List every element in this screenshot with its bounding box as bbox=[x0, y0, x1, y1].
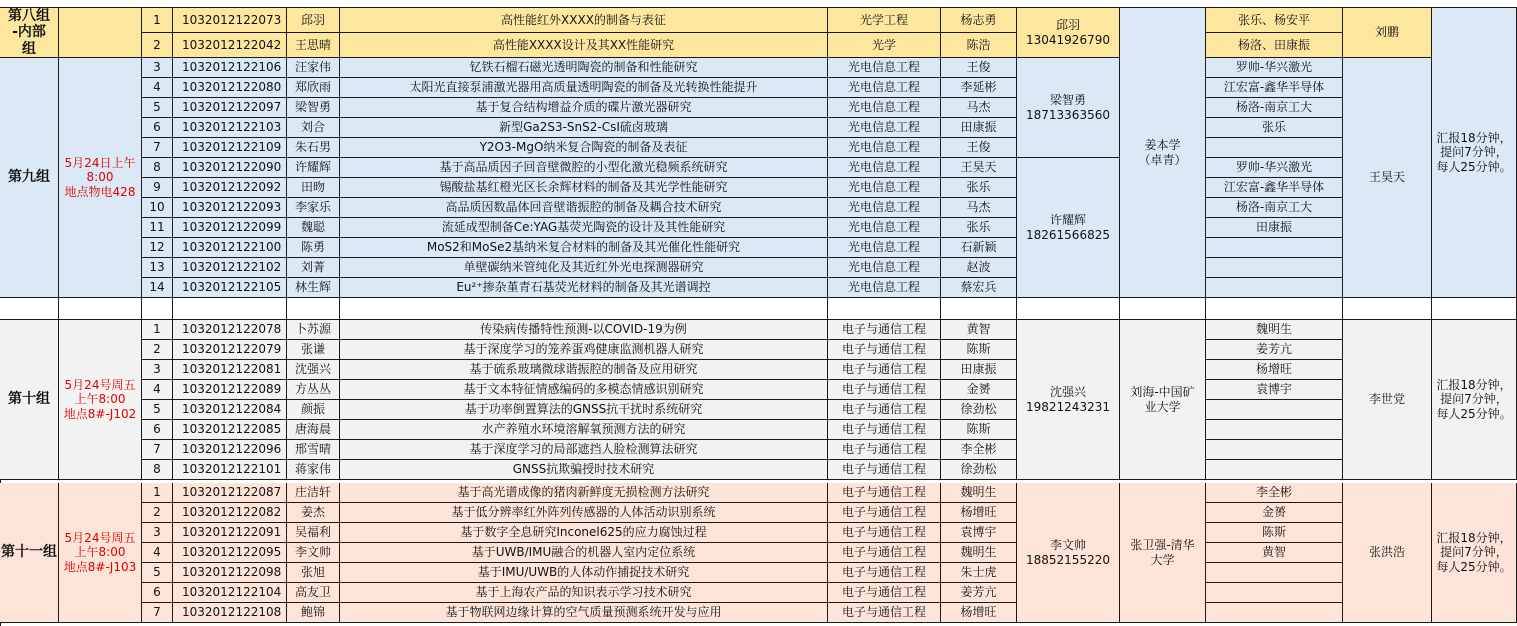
thesis-title-cell: 基于低分辨率红外阵列传感器的人体活动识别系统 bbox=[340, 503, 828, 523]
advisor-cell: 李全彬 bbox=[941, 440, 1017, 460]
thesis-title-cell: 基于复合结构增益介质的碟片激光器研究 bbox=[340, 98, 828, 118]
thesis-title-cell: 基于文本特征情感编码的多模态情感识别研究 bbox=[340, 380, 828, 400]
row-number-cell: 1 bbox=[142, 8, 173, 33]
external-expert-cell: 张乐、杨安平 bbox=[1206, 8, 1343, 33]
student-name-cell: 李文帅 bbox=[287, 543, 340, 563]
advisor-cell: 杨增旺 bbox=[941, 603, 1017, 623]
thesis-title-cell: 流延成型制备Ce:YAG基荧光陶瓷的设计及其性能研究 bbox=[340, 218, 828, 238]
student-name-cell: 庄洁轩 bbox=[287, 483, 340, 503]
external-expert-cell: 袁博宇 bbox=[1206, 380, 1343, 400]
student-id-cell: 1032012122080 bbox=[173, 78, 287, 98]
major-cell: 光学 bbox=[828, 33, 941, 58]
note-cell: 汇报18分钟， 提问7分钟， 每人25分钟。 bbox=[1432, 483, 1517, 623]
student-name-cell: 梁智勇 bbox=[287, 98, 340, 118]
row-number-cell: 11 bbox=[142, 218, 173, 238]
secretary-cell: 沈强兴 19821243231 bbox=[1017, 320, 1120, 480]
student-name-cell: 张旭 bbox=[287, 563, 340, 583]
external-expert-cell: 江宏富-鑫华半导体 bbox=[1206, 178, 1343, 198]
separator-cell bbox=[142, 298, 173, 320]
row-number-cell: 8 bbox=[142, 158, 173, 178]
note-cell: 汇报18分钟， 提问7分钟， 每人25分钟。 bbox=[1432, 320, 1517, 480]
advisor-cell: 魏明生 bbox=[941, 543, 1017, 563]
major-cell: 电子与通信工程 bbox=[828, 543, 941, 563]
advisor-cell: 杨志勇 bbox=[941, 8, 1017, 33]
major-cell: 光电信息工程 bbox=[828, 198, 941, 218]
separator-cell bbox=[1343, 298, 1432, 320]
thesis-title-cell: 高性能红外XXXX的制备与表征 bbox=[340, 8, 828, 33]
student-name-cell: 姜杰 bbox=[287, 503, 340, 523]
row-number-cell: 6 bbox=[142, 118, 173, 138]
chair-cell: 王昊天 bbox=[1343, 58, 1432, 298]
row-number-cell: 7 bbox=[142, 603, 173, 623]
major-cell: 电子与通信工程 bbox=[828, 380, 941, 400]
thesis-title-cell: 基于功率倒置算法的GNSS抗干扰时系统研究 bbox=[340, 400, 828, 420]
thesis-title-cell: 基于IMU/UWB的人体动作捕捉技术研究 bbox=[340, 563, 828, 583]
major-cell: 光电信息工程 bbox=[828, 238, 941, 258]
major-cell: 光电信息工程 bbox=[828, 58, 941, 78]
row-number-cell: 4 bbox=[142, 380, 173, 400]
student-id-cell: 1032012122098 bbox=[173, 563, 287, 583]
row-number-cell: 1 bbox=[142, 483, 173, 503]
advisor-cell: 田康振 bbox=[941, 360, 1017, 380]
thesis-title-cell: 基于物联网边缘计算的空气质量预测系统开发与应用 bbox=[340, 603, 828, 623]
student-id-cell: 1032012122095 bbox=[173, 543, 287, 563]
advisor-cell: 马杰 bbox=[941, 198, 1017, 218]
date-location-cell: 5月24号周五 上午8:00 地点8#-J103 bbox=[59, 483, 142, 623]
row-number-cell: 3 bbox=[142, 523, 173, 543]
thesis-title-cell: 基于深度学习的局部遮挡人脸检测算法研究 bbox=[340, 440, 828, 460]
row-number-cell: 8 bbox=[142, 460, 173, 480]
thesis-title-cell: 钇铁石榴石磁光透明陶瓷的制备和性能研究 bbox=[340, 58, 828, 78]
thesis-title-cell: GNSS抗欺骗授时技术研究 bbox=[340, 460, 828, 480]
student-name-cell: 沈强兴 bbox=[287, 360, 340, 380]
student-id-cell: 1032012122091 bbox=[173, 523, 287, 543]
student-id-cell: 1032012122108 bbox=[173, 603, 287, 623]
advisor-cell: 杨增旺 bbox=[941, 503, 1017, 523]
major-cell: 光电信息工程 bbox=[828, 278, 941, 298]
major-cell: 光电信息工程 bbox=[828, 78, 941, 98]
student-id-cell: 1032012122099 bbox=[173, 218, 287, 238]
thesis-title-cell: 基于上海农产品的知识表示学习技术研究 bbox=[340, 583, 828, 603]
group-name-cell: 第十组 bbox=[0, 320, 59, 480]
group-name-cell: 第八组 -内部 组 bbox=[0, 8, 59, 58]
student-name-cell: 高友卫 bbox=[287, 583, 340, 603]
external-expert-cell bbox=[1206, 563, 1343, 583]
major-cell: 光电信息工程 bbox=[828, 98, 941, 118]
student-id-cell: 1032012122096 bbox=[173, 440, 287, 460]
external-expert-cell: 陈斯 bbox=[1206, 523, 1343, 543]
advisor-cell: 黄智 bbox=[941, 320, 1017, 340]
row-number-cell: 5 bbox=[142, 98, 173, 118]
student-name-cell: 蒋家伟 bbox=[287, 460, 340, 480]
advisor-cell: 王俊 bbox=[941, 138, 1017, 158]
row-number-cell: 7 bbox=[142, 440, 173, 460]
student-id-cell: 1032012122104 bbox=[173, 583, 287, 603]
student-name-cell: 许耀辉 bbox=[287, 158, 340, 178]
advisor-cell: 魏明生 bbox=[941, 483, 1017, 503]
separator-cell bbox=[1432, 298, 1517, 320]
row-number-cell: 5 bbox=[142, 563, 173, 583]
external-expert-cell: 罗帅-华兴激光 bbox=[1206, 158, 1343, 178]
advisor-cell: 袁博宇 bbox=[941, 523, 1017, 543]
major-cell: 电子与通信工程 bbox=[828, 400, 941, 420]
external-expert-cell: 李全彬 bbox=[1206, 483, 1343, 503]
row-number-cell: 5 bbox=[142, 400, 173, 420]
major-cell: 光学工程 bbox=[828, 8, 941, 33]
separator-cell bbox=[1017, 298, 1120, 320]
separator-cell bbox=[173, 298, 287, 320]
thesis-title-cell: 高品质因数晶体回音壁谐振腔的制备及耦合技术研究 bbox=[340, 198, 828, 218]
external-expert-cell: 杨洛-南京工大 bbox=[1206, 98, 1343, 118]
advisor-cell: 徐劲松 bbox=[941, 400, 1017, 420]
thesis-title-cell: 基于高光谱成像的猪肉新鲜度无损检测方法研究 bbox=[340, 483, 828, 503]
student-id-cell: 1032012122089 bbox=[173, 380, 287, 400]
advisor-cell: 姜芳亢 bbox=[941, 583, 1017, 603]
secretary-cell: 许耀辉 18261566825 bbox=[1017, 158, 1120, 298]
row-number-cell: 14 bbox=[142, 278, 173, 298]
row-number-cell: 7 bbox=[142, 138, 173, 158]
row-number-cell: 2 bbox=[142, 503, 173, 523]
row-number-cell: 4 bbox=[142, 543, 173, 563]
thesis-title-cell: 太阳光直接泵浦激光器用高质量透明陶瓷的制备及光转换性能提升 bbox=[340, 78, 828, 98]
major-cell: 光电信息工程 bbox=[828, 258, 941, 278]
advisor-cell: 张乐 bbox=[941, 178, 1017, 198]
external-expert-cell bbox=[1206, 400, 1343, 420]
student-name-cell: 鲍锦 bbox=[287, 603, 340, 623]
note-cell: 汇报18分钟， 提问7分钟， 每人25分钟。 bbox=[1432, 8, 1517, 298]
thesis-title-cell: 水产养殖水环境溶解氧预测方法的研究 bbox=[340, 420, 828, 440]
advisor-cell: 张乐 bbox=[941, 218, 1017, 238]
student-name-cell: 邢雪晴 bbox=[287, 440, 340, 460]
separator-cell bbox=[1120, 298, 1206, 320]
major-cell: 光电信息工程 bbox=[828, 118, 941, 138]
student-id-cell: 1032012122042 bbox=[173, 33, 287, 58]
major-cell: 电子与通信工程 bbox=[828, 583, 941, 603]
student-name-cell: 汪家伟 bbox=[287, 58, 340, 78]
student-id-cell: 1032012122085 bbox=[173, 420, 287, 440]
student-id-cell: 1032012122097 bbox=[173, 98, 287, 118]
external-expert-cell: 张乐 bbox=[1206, 118, 1343, 138]
advisor-cell: 王俊 bbox=[941, 58, 1017, 78]
thesis-title-cell: 锡酸盐基红橙光区长余辉材料的制备及其光学性能研究 bbox=[340, 178, 828, 198]
secretary-cell: 邱羽 13041926790 bbox=[1017, 8, 1120, 58]
thesis-title-cell: 基于高品质因子回音壁微腔的小型化激光稳频系统研究 bbox=[340, 158, 828, 178]
major-cell: 光电信息工程 bbox=[828, 138, 941, 158]
advisor-cell: 石新颖 bbox=[941, 238, 1017, 258]
group-name-cell: 第九组 bbox=[0, 58, 59, 298]
secretary-cell: 李文帅 18852155220 bbox=[1017, 483, 1120, 623]
major-cell: 电子与通信工程 bbox=[828, 483, 941, 503]
advisor-cell: 蔡宏兵 bbox=[941, 278, 1017, 298]
major-cell: 电子与通信工程 bbox=[828, 523, 941, 543]
external-expert-cell bbox=[1206, 603, 1343, 623]
student-id-cell: 1032012122081 bbox=[173, 360, 287, 380]
row-number-cell: 1 bbox=[142, 320, 173, 340]
student-name-cell: 魏聪 bbox=[287, 218, 340, 238]
external-expert-cell: 姜芳亢 bbox=[1206, 340, 1343, 360]
major-cell: 电子与通信工程 bbox=[828, 360, 941, 380]
chair-cell: 张洪浩 bbox=[1343, 483, 1432, 623]
major-cell: 电子与通信工程 bbox=[828, 460, 941, 480]
external-expert-cell: 杨增旺 bbox=[1206, 360, 1343, 380]
advisor-cell: 田康振 bbox=[941, 118, 1017, 138]
separator-cell bbox=[941, 298, 1017, 320]
external-expert-cell bbox=[1206, 440, 1343, 460]
external-expert-cell: 魏明生 bbox=[1206, 320, 1343, 340]
student-name-cell: 朱石男 bbox=[287, 138, 340, 158]
external-expert-cell: 杨洛-南京工大 bbox=[1206, 198, 1343, 218]
internal-expert-cell: 张卫强-清华 大学 bbox=[1120, 483, 1206, 623]
thesis-title-cell: 基于深度学习的笼养蛋鸡健康监测机器人研究 bbox=[340, 340, 828, 360]
student-id-cell: 1032012122100 bbox=[173, 238, 287, 258]
chair-cell: 李世党 bbox=[1343, 320, 1432, 480]
separator-cell bbox=[59, 298, 142, 320]
row-number-cell: 10 bbox=[142, 198, 173, 218]
thesis-title-cell: 高性能XXXX设计及其XX性能研究 bbox=[340, 33, 828, 58]
external-expert-cell: 黄智 bbox=[1206, 543, 1343, 563]
student-id-cell: 1032012122103 bbox=[173, 118, 287, 138]
date-location-cell: 5月24日上午 8:00 地点物电428 bbox=[59, 58, 142, 298]
row-number-cell: 13 bbox=[142, 258, 173, 278]
student-id-cell: 1032012122078 bbox=[173, 320, 287, 340]
thesis-title-cell: 单壁碳纳米管纯化及其近红外光电探测器研究 bbox=[340, 258, 828, 278]
external-expert-cell bbox=[1206, 138, 1343, 158]
student-id-cell: 1032012122101 bbox=[173, 460, 287, 480]
thesis-title-cell: 基于UWB/IMU融合的机器人室内定位系统 bbox=[340, 543, 828, 563]
row-number-cell: 6 bbox=[142, 583, 173, 603]
internal-expert-cell: 姜本学 （卓青） bbox=[1120, 8, 1206, 298]
major-cell: 光电信息工程 bbox=[828, 158, 941, 178]
student-name-cell: 林生辉 bbox=[287, 278, 340, 298]
external-expert-cell bbox=[1206, 460, 1343, 480]
student-name-cell: 卜苏源 bbox=[287, 320, 340, 340]
separator-cell bbox=[0, 298, 59, 320]
row-number-cell: 3 bbox=[142, 360, 173, 380]
student-name-cell: 张谦 bbox=[287, 340, 340, 360]
major-cell: 电子与通信工程 bbox=[828, 340, 941, 360]
group-name-cell: 第十一组 bbox=[0, 483, 59, 623]
major-cell: 电子与通信工程 bbox=[828, 603, 941, 623]
student-name-cell: 方丛丛 bbox=[287, 380, 340, 400]
student-name-cell: 刘菁 bbox=[287, 258, 340, 278]
row-number-cell: 3 bbox=[142, 58, 173, 78]
advisor-cell: 李延彬 bbox=[941, 78, 1017, 98]
student-id-cell: 1032012122082 bbox=[173, 503, 287, 523]
external-expert-cell: 罗帅-华兴激光 bbox=[1206, 58, 1343, 78]
advisor-cell: 陈浩 bbox=[941, 33, 1017, 58]
date-location-cell bbox=[59, 8, 142, 58]
advisor-cell: 赵波 bbox=[941, 258, 1017, 278]
major-cell: 电子与通信工程 bbox=[828, 440, 941, 460]
student-name-cell: 刘合 bbox=[287, 118, 340, 138]
thesis-title-cell: Eu²⁺掺杂堇青石基荧光材料的制备及其光谱调控 bbox=[340, 278, 828, 298]
row-number-cell: 2 bbox=[142, 33, 173, 58]
student-name-cell: 王思晴 bbox=[287, 33, 340, 58]
student-id-cell: 1032012122109 bbox=[173, 138, 287, 158]
student-name-cell: 颜振 bbox=[287, 400, 340, 420]
thesis-title-cell: 基于数字全息研究Inconel625的应力腐蚀过程 bbox=[340, 523, 828, 543]
external-expert-cell bbox=[1206, 583, 1343, 603]
external-expert-cell bbox=[1206, 258, 1343, 278]
external-expert-cell: 金赟 bbox=[1206, 503, 1343, 523]
major-cell: 电子与通信工程 bbox=[828, 320, 941, 340]
external-expert-cell: 田康振 bbox=[1206, 218, 1343, 238]
thesis-title-cell: MoS2和MoSe2基纳米复合材料的制备及其光催化性能研究 bbox=[340, 238, 828, 258]
external-expert-cell bbox=[1206, 278, 1343, 298]
student-id-cell: 1032012122105 bbox=[173, 278, 287, 298]
separator-cell bbox=[340, 298, 828, 320]
row-number-cell: 4 bbox=[142, 78, 173, 98]
student-name-cell: 陈勇 bbox=[287, 238, 340, 258]
date-location-cell: 5月24号周五 上午8:00 地点8#-J102 bbox=[59, 320, 142, 480]
row-number-cell: 12 bbox=[142, 238, 173, 258]
separator-cell bbox=[287, 298, 340, 320]
thesis-title-cell: 传染病传播特性预测-以COVID-19为例 bbox=[340, 320, 828, 340]
major-cell: 电子与通信工程 bbox=[828, 503, 941, 523]
advisor-cell: 陈斯 bbox=[941, 420, 1017, 440]
row-number-cell: 2 bbox=[142, 340, 173, 360]
student-name-cell: 郑欣雨 bbox=[287, 78, 340, 98]
student-id-cell: 1032012122090 bbox=[173, 158, 287, 178]
advisor-cell: 徐劲松 bbox=[941, 460, 1017, 480]
internal-expert-cell: 刘海-中国矿 业大学 bbox=[1120, 320, 1206, 480]
advisor-cell: 王昊天 bbox=[941, 158, 1017, 178]
separator-cell bbox=[1206, 298, 1343, 320]
major-cell: 光电信息工程 bbox=[828, 218, 941, 238]
student-name-cell: 邱羽 bbox=[287, 8, 340, 33]
major-cell: 电子与通信工程 bbox=[828, 420, 941, 440]
external-expert-cell bbox=[1206, 238, 1343, 258]
student-id-cell: 1032012122092 bbox=[173, 178, 287, 198]
student-id-cell: 1032012122079 bbox=[173, 340, 287, 360]
external-expert-cell bbox=[1206, 420, 1343, 440]
thesis-title-cell: 新型Ga2S3-SnS2-CsI硫卤玻璃 bbox=[340, 118, 828, 138]
major-cell: 光电信息工程 bbox=[828, 178, 941, 198]
student-id-cell: 1032012122087 bbox=[173, 483, 287, 503]
major-cell: 电子与通信工程 bbox=[828, 563, 941, 583]
student-name-cell: 吴福利 bbox=[287, 523, 340, 543]
external-expert-cell: 江宏富-鑫华半导体 bbox=[1206, 78, 1343, 98]
secretary-cell: 梁智勇 18713363560 bbox=[1017, 58, 1120, 158]
row-number-cell: 6 bbox=[142, 420, 173, 440]
student-id-cell: 1032012122084 bbox=[173, 400, 287, 420]
advisor-cell: 马杰 bbox=[941, 98, 1017, 118]
student-name-cell: 唐海晨 bbox=[287, 420, 340, 440]
student-name-cell: 李家乐 bbox=[287, 198, 340, 218]
student-id-cell: 1032012122073 bbox=[173, 8, 287, 33]
advisor-cell: 陈斯 bbox=[941, 340, 1017, 360]
advisor-cell: 金赟 bbox=[941, 380, 1017, 400]
chair-cell: 刘鹏 bbox=[1343, 8, 1432, 58]
student-id-cell: 1032012122093 bbox=[173, 198, 287, 218]
external-expert-cell: 杨洛、田康振 bbox=[1206, 33, 1343, 58]
thesis-title-cell: Y2O3-MgO纳米复合陶瓷的制备及表征 bbox=[340, 138, 828, 158]
advisor-cell: 朱士虎 bbox=[941, 563, 1017, 583]
student-name-cell: 田昒 bbox=[287, 178, 340, 198]
row-number-cell: 9 bbox=[142, 178, 173, 198]
student-id-cell: 1032012122102 bbox=[173, 258, 287, 278]
student-id-cell: 1032012122106 bbox=[173, 58, 287, 78]
thesis-title-cell: 基于硫系玻璃微球谐振腔的制备及应用研究 bbox=[340, 360, 828, 380]
separator-cell bbox=[828, 298, 941, 320]
